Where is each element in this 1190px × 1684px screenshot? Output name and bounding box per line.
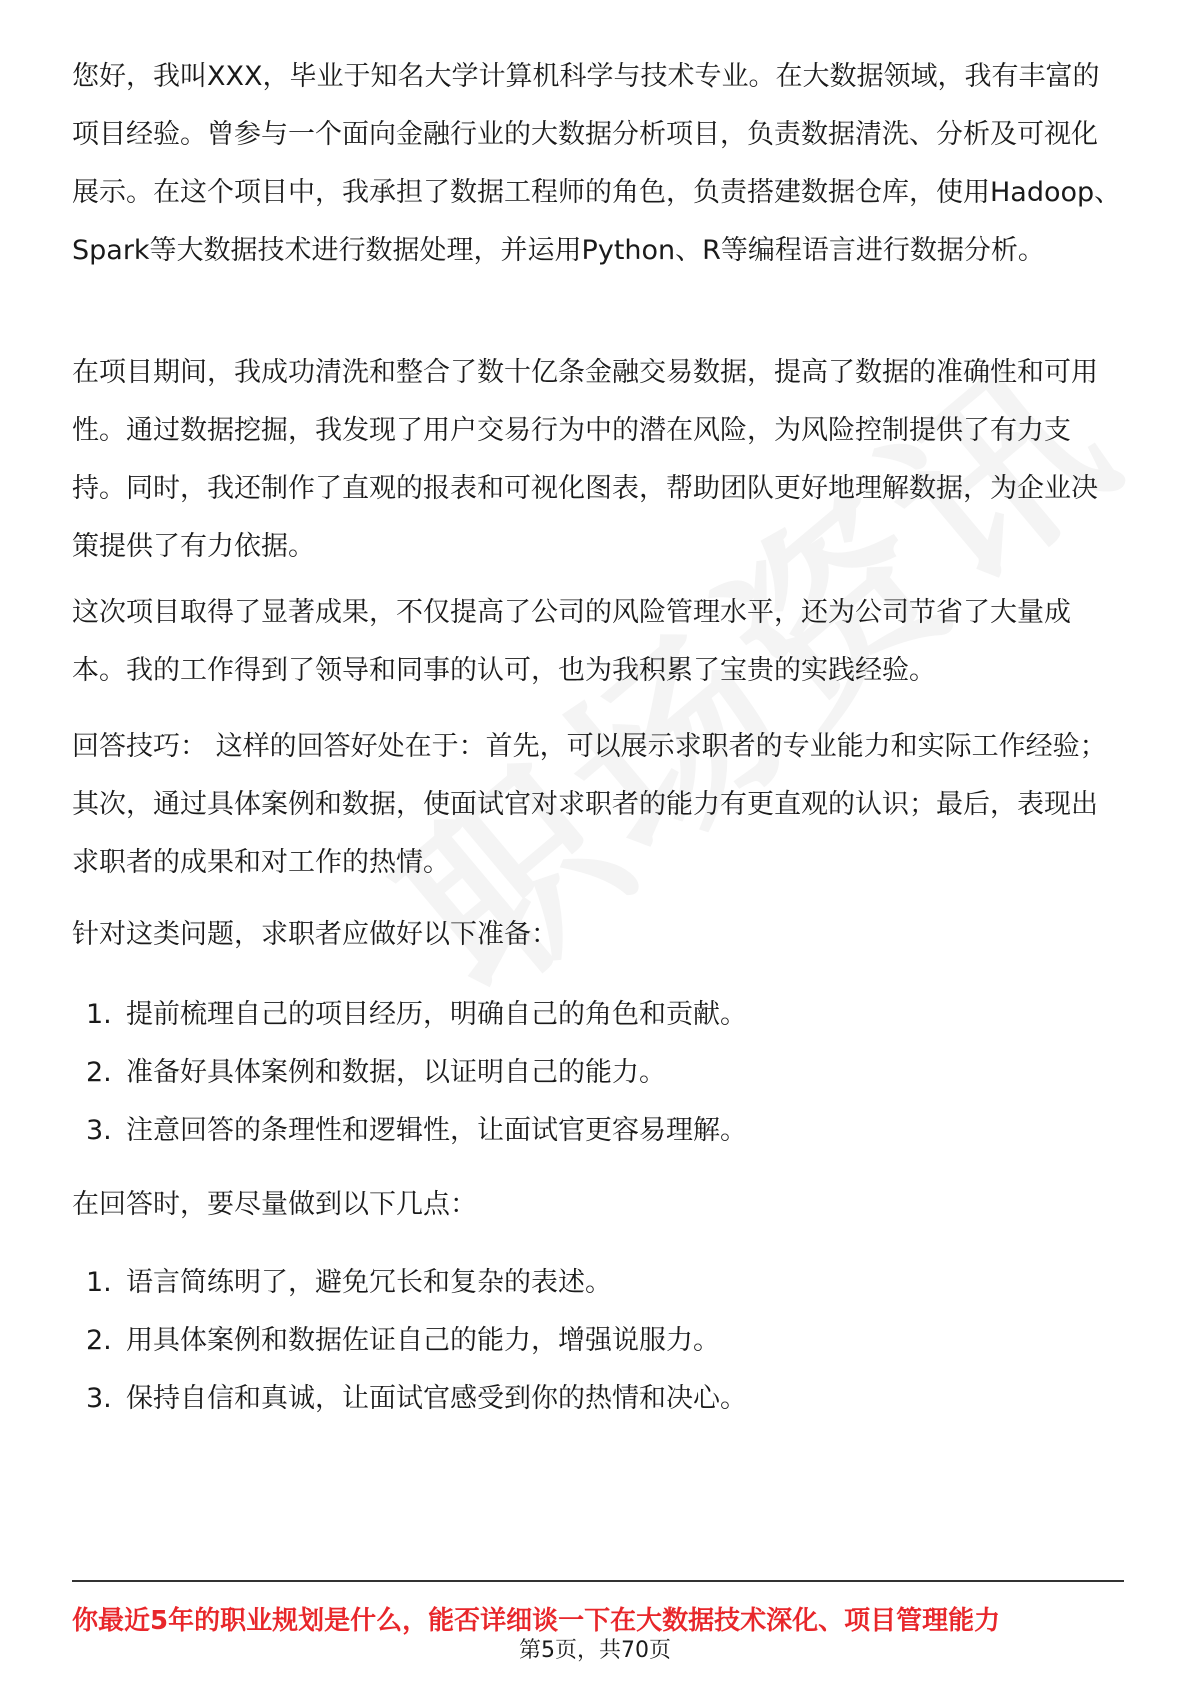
list-item-number: 2. [86, 1057, 112, 1088]
paragraph-achievements: 这次项目取得了显著成果，不仅提高了公司的风险管理水平，还为公司节省了大量成本。我的工作得到了领导和同事的认可，也为我积累了宝贵的实践经验。 [72, 597, 1071, 686]
paragraph-answer-tips: 回答技巧： 这样的回答好处在于：首先，可以展示求职者的专业能力和实际工作经验；其次，通过具体案例和数据，使面试官对求职者的能力有更直观的认识；最后，表现出求职者的成果和对工作的热情。 [72, 731, 1107, 878]
paragraph-intro: 您好，我叫XXX，毕业于知名大学计算机科学与技术专业。在大数据领域，我有丰富的项目经验。曾参与一个面向金融行业的大数据分析项目，负责数据清洗、分析及可视化展示。在这个项目中，我承担了数据工程师的角色，负责搭建数据仓库，使用Hadoop、Spark等大数据技术进行数据处理，并运用Python、R等编程语言进行数据分析。 [72, 61, 1122, 266]
list-item [86, 1044, 1116, 1102]
list-item [86, 986, 1116, 1044]
list-item-text: 用具体案例和数据佐证自己的能力，增强说服力。 [126, 1325, 720, 1356]
list-item-text: 注意回答的条理性和逻辑性，让面试官更容易理解。 [126, 1115, 747, 1146]
paragraph-answer-points-intro: 在回答时，要尽量做到以下几点： [72, 1189, 477, 1220]
paragraph-preparation-intro: 针对这类问题，求职者应做好以下准备： [72, 919, 558, 950]
preparation-list [86, 986, 1116, 1160]
list-item-text: 语言简练明了，避免冗长和复杂的表述。 [126, 1267, 612, 1298]
list-item-text: 保持自信和真诚，让面试官感受到你的热情和决心。 [126, 1383, 747, 1414]
list-item [86, 1312, 1116, 1370]
list-item-number: 2. [86, 1325, 112, 1356]
answer-points-list [86, 1254, 1116, 1428]
list-item-text: 提前梳理自己的项目经历，明确自己的角色和贡献。 [126, 999, 747, 1030]
list-item-text: 准备好具体案例和数据，以证明自己的能力。 [126, 1057, 666, 1088]
list-item-number: 3. [86, 1115, 112, 1146]
list-item [86, 1254, 1116, 1312]
list-item-number: 3. [86, 1383, 112, 1414]
section-divider [72, 1580, 1124, 1582]
list-item [86, 1102, 1116, 1160]
paragraph-results: 在项目期间，我成功清洗和整合了数十亿条金融交易数据，提高了数据的准确性和可用性。通过数据挖掘，我发现了用户交易行为中的潜在风险，为风险控制提供了有力支持。同时，我还制作了直观的报表和可视化图表，帮助团队更好地理解数据，为企业决策提供了有力依据。 [72, 357, 1098, 562]
next-question-heading: 你最近5年的职业规划是什么，能否详细谈一下在大数据技术深化、项目管理能力 [72, 1606, 1001, 1636]
page-indicator: 第5页，共70页 [519, 1638, 671, 1663]
list-item-number: 1. [86, 1267, 112, 1298]
list-item [86, 1370, 1116, 1428]
list-item-number: 1. [86, 999, 112, 1030]
